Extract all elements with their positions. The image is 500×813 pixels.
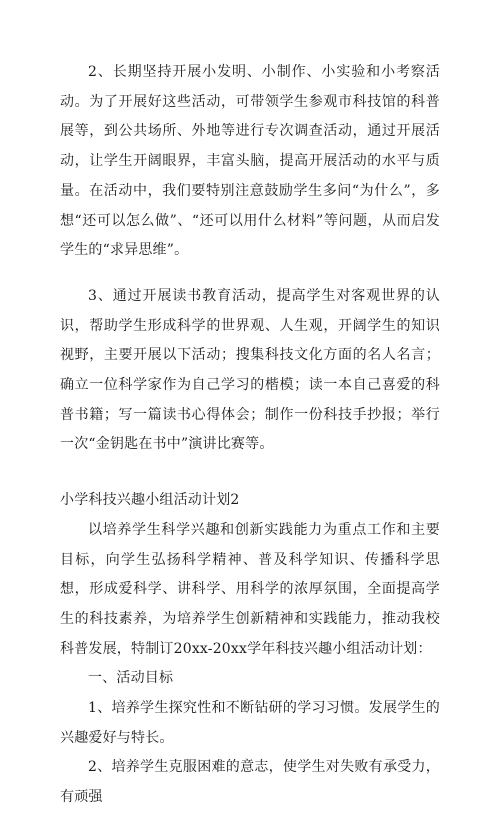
section-title: 小学科技兴趣小组活动计划2	[60, 492, 240, 509]
goal-item-2: 2、培养学生克服困难的意志，使学生对失败有承受力，有顽强	[60, 759, 440, 806]
paragraph-activity-2: 2、长期坚持开展小发明、小制作、小实验和小考察活动。为了开展好这些活动，可带领学生参观市科技馆的科普展等，到公共场所、外地等进行专次调查活动，通过开展活动，让学生开阔眼界，丰富头脑，提高开展活动的水平与质量。在活动中，我们要特别注意鼓励学生多问“为什么”，多想“还可以怎么做”、“还可以用什么材料”等问题，从而启发学生的“求异思维”。	[60, 64, 440, 259]
intro-paragraph: 以培养学生科学兴趣和创新实践能力为重点工作和主要目标，向学生弘扬科学精神、普及科学知识、传播科学思想，形成爱科学、讲科学、用科学的浓厚氛围，全面提高学生的科技素养，为培养学生创新精神和实践能力，推动我校科普发展，特制订20xx-20xx学年科技兴趣小组活动计划：	[60, 521, 440, 657]
goal-item-1: 1、培养学生探究性和不断钻研的学习习惯。发展学生的兴趣爱好与特长。	[60, 700, 440, 746]
paragraph-activity-3: 3、通过开展读书教育活动，提高学生对客观世界的认识，帮助学生形成科学的世界观、人生观，开阔学生的知识视野，主要开展以下活动；搜集科技文化方面的名人名言；确立一位科学家作为自己学习的楷模；读一本自己喜爱的科普书籍；写一篇读书心得体会；制作一份科技手抄报；举行一次“金钥匙在书中”演讲比赛等。	[60, 287, 440, 453]
goal-heading: 一、活动目标	[88, 670, 174, 687]
document-page	[60, 58, 440, 813]
